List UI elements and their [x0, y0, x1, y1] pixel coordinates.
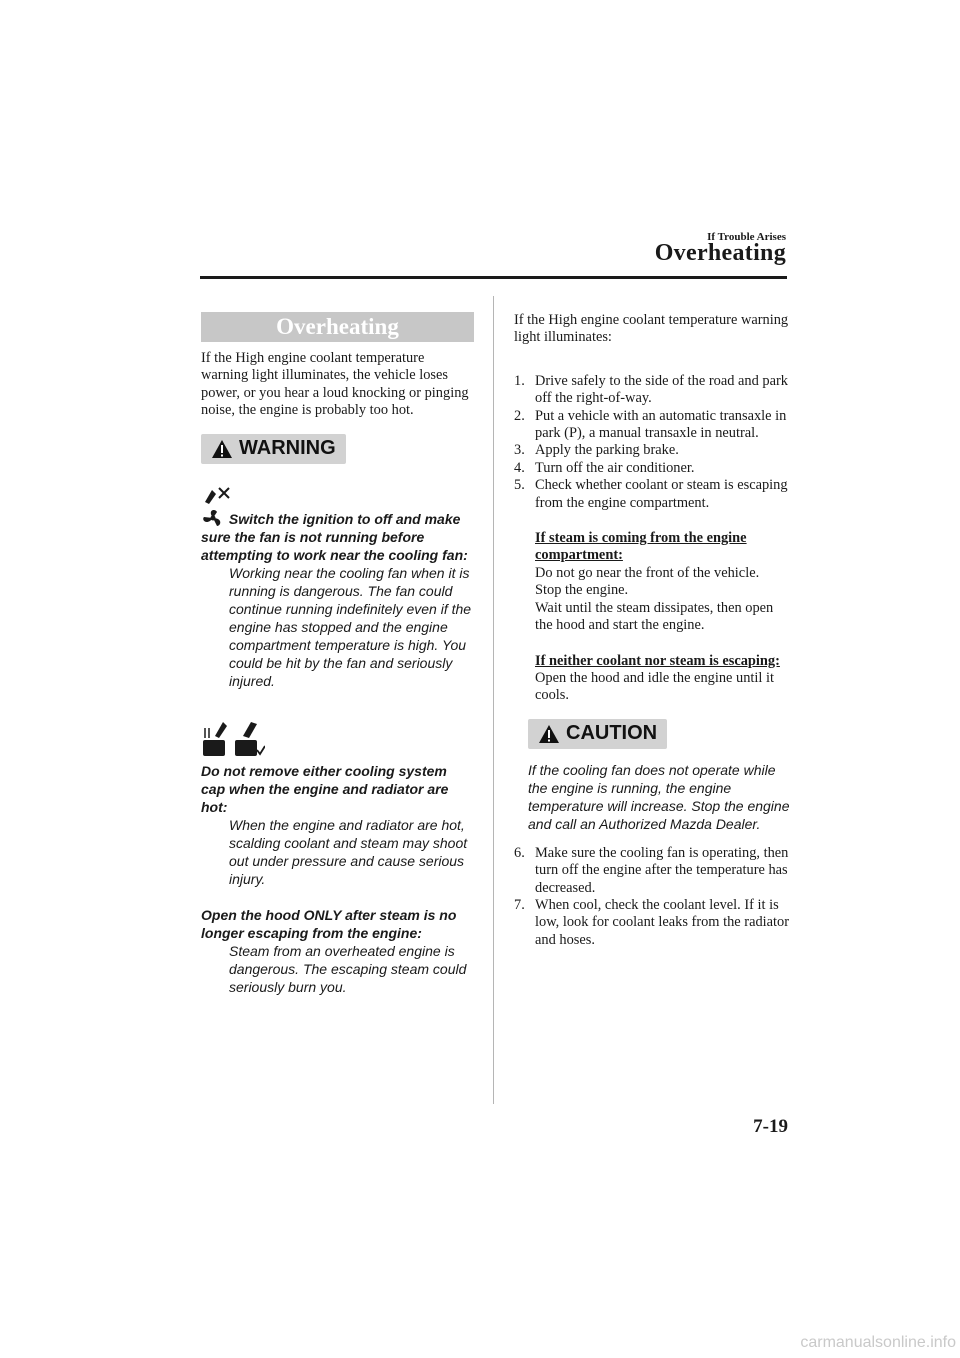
caution-body: If the cooling fan does not operate while the engine is running, the engine temperature will increase. Stop the engine and call an Authorized Mazda Dealer. [528, 761, 790, 832]
warning-block [201, 434, 474, 464]
section-banner: Overheating [201, 312, 474, 342]
warning-item-body: Steam from an overheated engine is dangerous. The escaping steam could seriously burn you. [229, 942, 467, 995]
fan-icon [201, 508, 225, 528]
intro-paragraph: If the High engine coolant temperature warning light illuminates: [514, 312, 789, 346]
steam-line: Stop the engine. [535, 582, 629, 599]
no-steam-subheading: If neither coolant nor steam is escaping: [535, 652, 780, 669]
warning-triangle-icon [211, 439, 233, 459]
steam-line: Wait until the steam dissipates, then open the hood and start the engine. [535, 599, 774, 634]
warning-item-fan [201, 486, 474, 690]
warning-item-body: When the engine and radiator are hot, scalding coolant and steam may shoot out under pressure and cause serious injury. [229, 816, 468, 887]
caution-label [528, 719, 667, 749]
section-label: If Trouble Arises [707, 231, 786, 243]
caution-block [528, 719, 790, 749]
steam-line: Do not go near the front of the vehicle. [535, 564, 760, 581]
left-column [201, 312, 474, 1010]
steps-list [514, 373, 790, 512]
step-item: 2. Put a vehicle with an automatic transaxle in park (P), a manual transaxle in neutral. [514, 407, 787, 442]
caution-triangle-icon [538, 724, 560, 744]
fan-prohibited-icon [201, 486, 231, 506]
caution-label-text: CAUTION [566, 722, 658, 745]
step-item: 5. Check whether coolant or steam is escaping from the engine compartment. [514, 477, 788, 511]
right-column [514, 312, 790, 949]
steps-list [514, 845, 790, 949]
warning-item-title: Do not remove either cooling system cap when the engine and radiator are hot: [201, 762, 449, 815]
step-item: 6. Make sure the cooling fan is operating, then turn off the engine after the temperature has decreased. [514, 844, 789, 896]
column-divider [493, 296, 494, 1104]
warning-label-text: WARNING [239, 437, 336, 460]
warning-item-title: Open the hood ONLY after steam is no longer escaping from the engine: [201, 906, 457, 941]
warning-item-radiator-cap [201, 718, 474, 888]
watermark: carmanualsonline.info [800, 1334, 956, 1351]
page-number: 7-19 [753, 1116, 788, 1137]
intro-paragraph: If the High engine coolant temperature warning light illuminates, the vehicle loses power, or you hear a loud knocking or pinging noise, the engine is probably too hot. [201, 350, 469, 419]
page-title: Overheating [654, 240, 786, 266]
step-item: 3. Apply the parking brake. [514, 442, 679, 459]
warning-item-steam [201, 906, 474, 996]
step-item: 1. Drive safely to the side of the road and park off the right-of-way. [514, 372, 788, 407]
warning-label [201, 434, 346, 464]
warning-item-body: Working near the cooling fan when it is running is dangerous. The fan could continue running indefinitely even if the engine has stopped and the engine compartment temperature is high. You could be hit by the fan and seriously injured. [229, 564, 472, 689]
no-steam-body: Open the hood and idle the engine until it cools. [535, 669, 774, 704]
header-rule [200, 276, 787, 279]
step-item: 4. Turn off the air conditioner. [514, 459, 695, 476]
warning-item-title: Switch the ignition to off and make sure the fan is not running before attempting to work near the cooling fan: [201, 510, 468, 563]
radiator-cap-icon [201, 718, 265, 760]
steam-subheading: If steam is coming from the engine compartment: [535, 530, 747, 564]
step-item: 7. When cool, check the coolant level. If it is low, look for coolant leaks from the radiator and hoses. [514, 896, 790, 948]
